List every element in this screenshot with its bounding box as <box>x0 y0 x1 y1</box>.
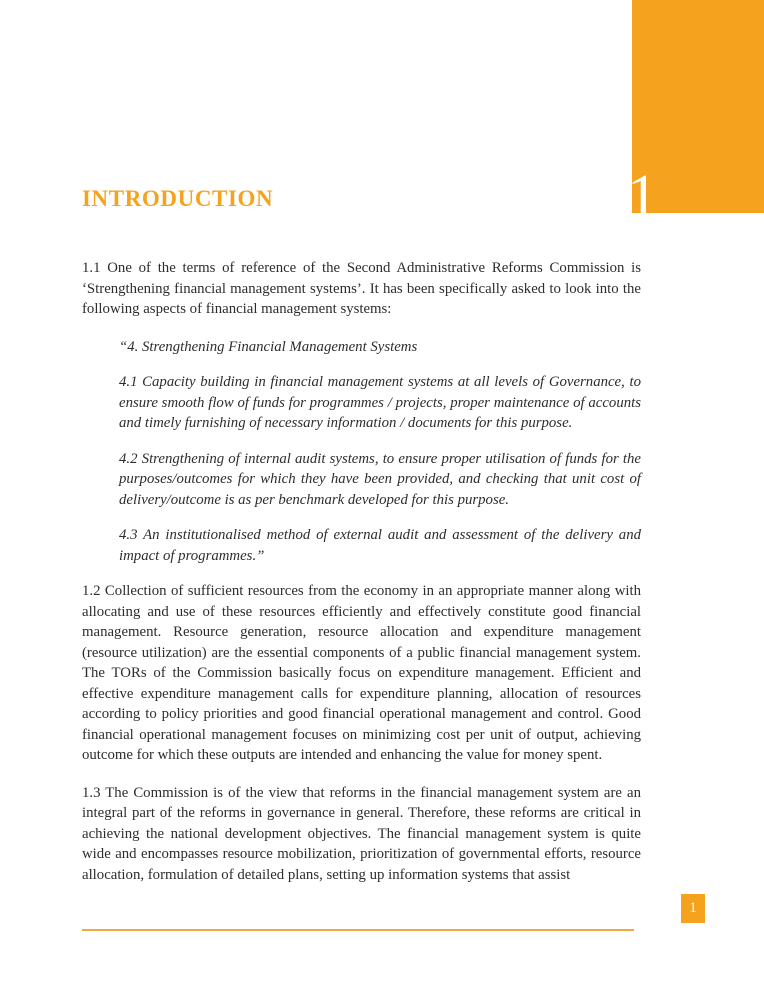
blockquote-terms-of-reference <box>119 337 641 567</box>
chapter-number-banner <box>627 0 764 231</box>
quote-item-4-2: 4.2 Strengthening of internal audit systems, to ensure proper utilisation of funds for the purposes/outcomes for which they have been provided, and checking that unit cost of delivery/outcome is as per benchmark developed for this purpose. <box>119 450 641 508</box>
quote-item-4-1: 4.1 Capacity building in financial management systems at all levels of Governance, to ensure smooth flow of funds for programmes / projects, proper maintenance of accounts and timely furnishing of necessary information / documents for this purpose. <box>119 374 641 431</box>
chapter-number: 1 <box>627 163 658 231</box>
paragraph-1-2: 1.2 Collection of sufficient resources from the economy in an appropriate manner along with allocating and use of these resources efficiently and effectively constitute good financial management. Resource generation, resource allocation and expenditure management (resource utilization) are the essential components of a public financial management system. The TORs of the Commission basically focus on expenditure management. Efficient and effective expenditure management calls for expenditure planning, allocation of resources according to policy priorities and good financial operational management and control. Good financial operational management focuses on minimizing cost per unit of output, achieving outcome for which these outputs are intended and enhancing the value for money spent. <box>82 583 641 763</box>
paragraph-1-3: 1.3 The Commission is of the view that reforms in the financial management system are an integral part of the reforms in governance in general. Therefore, these reforms are critical in achieving the national development objectives. The financial management system is quite wide and encompasses resource mobilization, prioritization of governmental efforts, resource allocation, formulation of detailed plans, setting up information systems that assist <box>82 784 641 883</box>
footer-divider <box>82 929 634 931</box>
page-number: 1 <box>689 900 697 916</box>
paragraph-1-1: 1.1 One of the terms of reference of the Second Administrative Reforms Commission is ‘Strengthening financial management systems’. It has been specifically asked to look into the following aspects of financial management systems: <box>82 260 641 317</box>
page-title: INTRODUCTION <box>82 186 274 211</box>
document-body <box>82 258 641 902</box>
page-number-badge <box>681 894 705 923</box>
quote-item-4-3: 4.3 An institutionalised method of external audit and assessment of the delivery and impact of programmes.” <box>119 527 641 564</box>
quote-heading: “4. Strengthening Financial Management Systems <box>119 338 418 355</box>
